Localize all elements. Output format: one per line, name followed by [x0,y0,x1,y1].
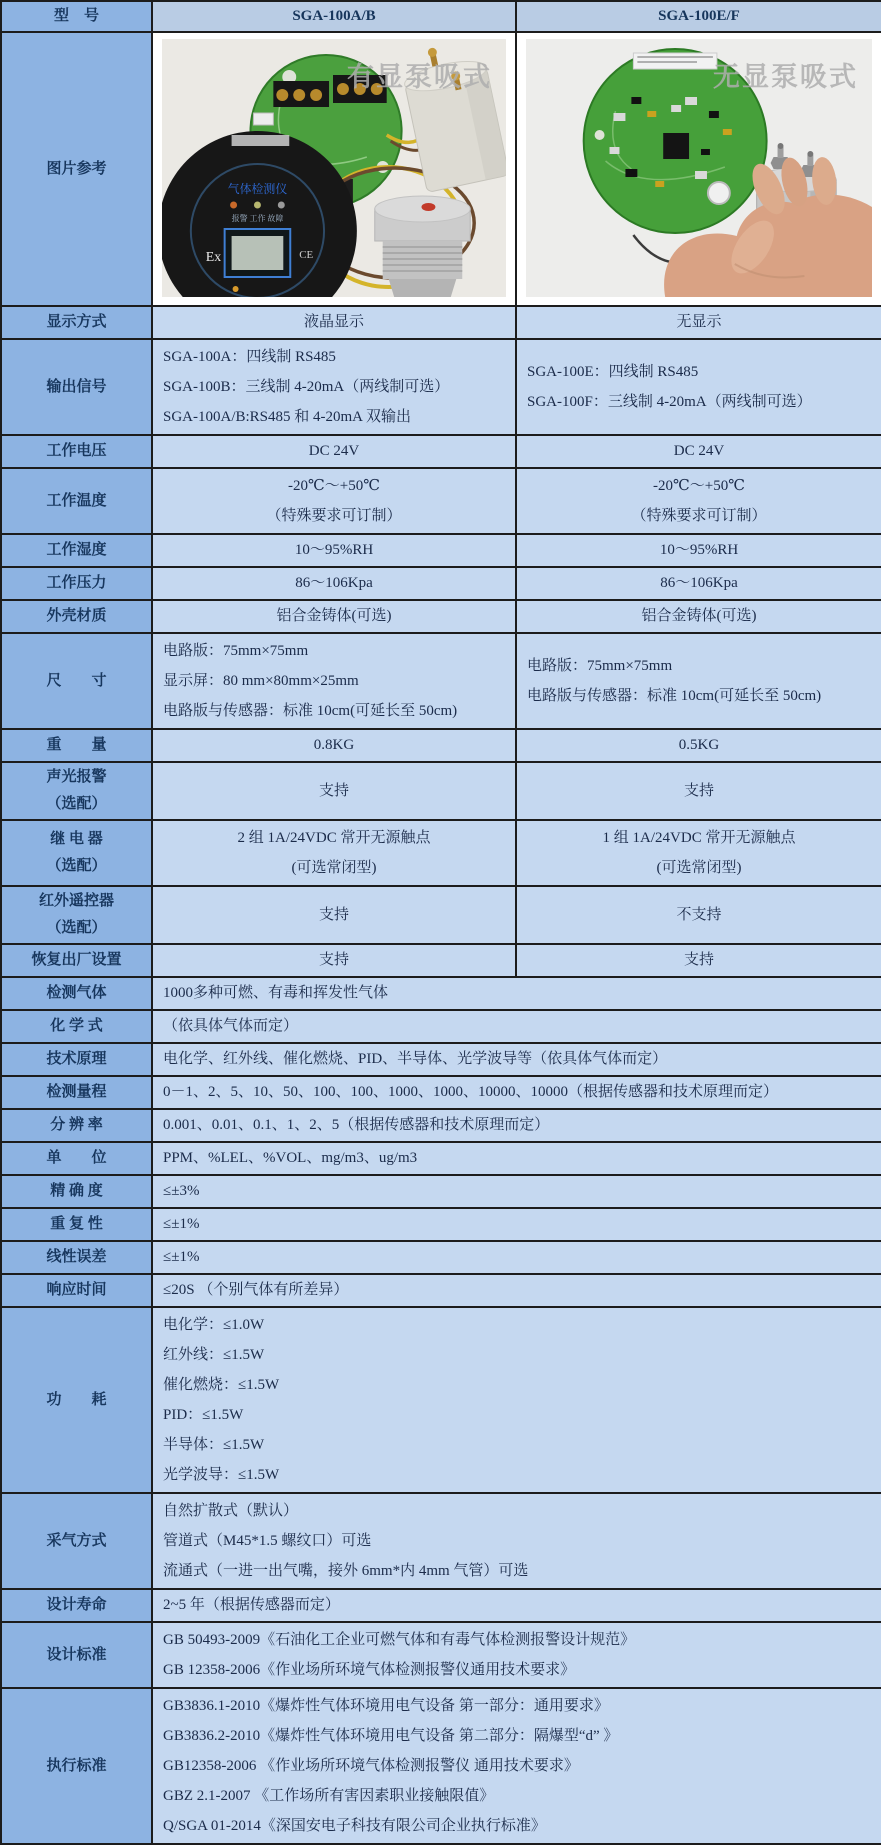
value-line: 0－1、2、5、10、50、100、100、1000、1000、10000、10000（根据传感器和技术原理而定） [163,1084,779,1100]
value-cell-working-voltage-right [516,435,881,468]
value-line: -20℃～+50℃ [652,478,745,494]
row-label-text: 继 电 器 [50,831,103,847]
spec-row-shell-material [1,600,881,633]
spec-row-chemical-formula [1,1010,881,1043]
value-line: DC 24V [308,443,360,459]
row-label-text: 工作压力 [46,575,107,591]
row-label-repeatability [1,1208,152,1241]
value-cell-repeatability [152,1208,881,1241]
value-line: 电化学、红外线、催化燃烧、PID、半导体、光学波导等（依具体气体而定） [163,1051,668,1067]
value-line: 2 组 1A/24VDC 常开无源触点 [237,830,431,846]
value-line: 自然扩散式（默认） [163,1503,299,1519]
value-cell-power-consumption [152,1307,881,1493]
value-cell-weight-right [516,729,881,762]
value-line: Q/SGA 01-2014《深国安电子科技有限公司企业执行标准》 [163,1818,546,1834]
row-label-response-time [1,1274,152,1307]
row-label-text: （选配） [46,858,107,874]
value-cell-design-standard [152,1622,881,1688]
value-line: 1 组 1A/24VDC 常开无源触点 [602,830,796,846]
spec-row-working-pressure [1,567,881,600]
value-line: 光学波导：≤1.5W [163,1467,280,1483]
value-line: 铝合金铸体(可选) [276,608,392,624]
row-label-text: 图片参考 [46,160,107,177]
row-label-detect-range [1,1076,152,1109]
spec-row-execution-standard [1,1688,881,1844]
value-cell-unit [152,1142,881,1175]
spec-row-accuracy [1,1175,881,1208]
value-line: GB3836.2-2010《爆炸性气体环境用电气设备 第二部分：隔爆型“d” 》 [163,1728,619,1744]
row-label-design-life [1,1589,152,1622]
value-line: 支持 [318,952,349,968]
row-label-display-mode [1,306,152,339]
value-cell-working-humidity-right [516,534,881,567]
row-label-linearity-error [1,1241,152,1274]
row-label-relay [1,820,152,886]
value-line: 催化燃烧：≤1.5W [163,1377,280,1393]
spec-row-design-life [1,1589,881,1622]
value-cell-relay-left [152,820,516,886]
product-photo-cell-right [516,32,881,306]
spec-row-linearity-error [1,1241,881,1274]
value-line: 流通式（一进一出气嘴，接外 6mm*内 4mm 气管）可选 [163,1563,529,1579]
spec-row-detect-gas [1,977,881,1010]
spec-row-repeatability [1,1208,881,1241]
row-label-design-standard [1,1622,152,1688]
value-cell-design-life [152,1589,881,1622]
row-label-text: 重 复 性 [50,1216,103,1232]
value-line: （特殊要求可订制） [631,508,767,524]
value-cell-working-pressure-left [152,567,516,600]
row-label-working-humidity [1,534,152,567]
product-photo-cell-left [152,32,516,306]
value-cell-relay-right [516,820,881,886]
value-cell-working-temperature-right [516,468,881,534]
value-cell-shell-material-left [152,600,516,633]
value-cell-execution-standard [152,1688,881,1844]
spec-row-display-mode [1,306,881,339]
value-line: 支持 [683,952,714,968]
value-line: 无显示 [676,314,722,330]
row-label-text: 设计标准 [46,1646,107,1663]
row-label-text: （选配） [46,920,107,936]
value-cell-linearity-error [152,1241,881,1274]
value-cell-output-signal-right [516,339,881,435]
value-cell-detect-range [152,1076,881,1109]
spec-row-output-signal [1,339,881,435]
value-cell-accuracy [152,1175,881,1208]
spec-row-factory-reset [1,944,881,977]
row-label-accuracy [1,1175,152,1208]
value-line: （依具体气体而定） [163,1018,299,1034]
value-line: ≤20S （个别气体有所差异） [163,1282,349,1298]
spec-row-detect-range [1,1076,881,1109]
value-cell-weight-left [152,729,516,762]
row-label-power-consumption [1,1307,152,1493]
row-label-text: 线性误差 [46,1249,107,1265]
value-cell-dimensions-left [152,633,516,729]
row-label-text: 工作湿度 [46,542,107,558]
spec-row-weight [1,729,881,762]
value-cell-working-voltage-left [152,435,516,468]
value-line: 铝合金铸体(可选) [641,608,757,624]
device-title-text: 气体检测仪 [227,181,288,197]
row-label-sound-light-alarm [1,762,152,820]
value-cell-detect-gas [152,977,881,1010]
value-line: 红外线：≤1.5W [163,1347,265,1363]
row-label-text: 化 学 式 [50,1018,103,1034]
row-label-text: 执行标准 [46,1757,107,1774]
value-cell-factory-reset-right [516,944,881,977]
row-label-resolution [1,1109,152,1142]
row-label-text: 检测量程 [46,1084,107,1100]
row-label-text: 工作电压 [46,443,107,459]
spec-row-sound-light-alarm [1,762,881,820]
row-label-working-voltage [1,435,152,468]
spec-row-design-standard [1,1622,881,1688]
spec-row-working-voltage [1,435,881,468]
value-line: ≤±3% [163,1183,200,1199]
value-line: 支持 [318,906,349,923]
row-label-detect-gas [1,977,152,1010]
value-line: 支持 [318,782,349,799]
value-line: 0.001、0.01、0.1、1、2、5（根据传感器和技术原理而定） [163,1117,550,1133]
value-line: GB3836.1-2010《爆炸性气体环境用电气设备 第一部分：通用要求》 [163,1698,609,1714]
value-cell-working-humidity-left [152,534,516,567]
value-line: -20℃～+50℃ [287,478,380,494]
value-line: 半导体：≤1.5W [163,1437,265,1453]
value-line: 0.5KG [678,737,720,753]
value-line: 支持 [683,782,714,799]
row-label-text: 单 位 [46,1150,107,1166]
led-labels-text: 报警 工作 故障 [231,213,284,224]
spec-row-resolution [1,1109,881,1142]
value-line: 显示屏：80 mm×80mm×25mm [163,673,359,689]
value-line: 电路版与传感器：标准 10cm(可延长至 50cm) [163,703,458,719]
row-label-text: 恢复出厂设置 [31,952,122,968]
value-line: GBZ 2.1-2007 《工作场所有害因素职业接触限值》 [163,1788,495,1804]
value-line: 10～95%RH [659,542,739,558]
value-cell-sound-light-alarm-right [516,762,881,820]
sga-100ab-product-photo [162,39,506,297]
value-cell-factory-reset-left [152,944,516,977]
image-row-label [1,32,152,306]
model-name-left: SGA-100A/B [152,1,516,32]
value-cell-shell-material-right [516,600,881,633]
row-label-text: 响应时间 [46,1282,107,1298]
header-row [1,1,881,32]
row-label-sampling-method [1,1493,152,1589]
value-cell-dimensions-right [516,633,881,729]
sga-100ef-product-photo [526,39,872,297]
row-label-text: 分 辨 率 [50,1117,103,1133]
value-line: 86～106Kpa [660,575,738,591]
value-line: GB 12358-2006《作业场所环境气体检测报警仪通用技术要求》 [163,1662,576,1678]
row-label-text: 检测气体 [46,985,107,1001]
row-label-execution-standard [1,1688,152,1844]
value-cell-sampling-method [152,1493,881,1589]
value-line: (可选常闭型) [656,860,742,876]
value-line: 电路版与传感器：标准 10cm(可延长至 50cm) [527,688,822,704]
value-line: ≤±1% [163,1249,200,1265]
spec-row-tech-principle [1,1043,881,1076]
spec-row-working-humidity [1,534,881,567]
row-label-dimensions [1,633,152,729]
value-line: SGA-100E：四线制 RS485 [527,364,699,380]
row-label-text: 显示方式 [46,314,107,330]
value-line: SGA-100F：三线制 4-20mA（两线制可选） [527,394,812,410]
model-header-label: 型 号 [1,1,152,32]
row-label-text: 尺 寸 [46,672,107,689]
row-label-text: 红外遥控器 [38,893,114,909]
row-label-unit [1,1142,152,1175]
image-row [1,32,881,306]
value-line: 液晶显示 [303,314,364,330]
row-label-text: 重 量 [46,737,107,753]
value-line: SGA-100B：三线制 4-20mA（两线制可选） [163,379,450,395]
value-line: 1000多种可燃、有毒和挥发性气体 [163,985,389,1001]
value-cell-working-temperature-left [152,468,516,534]
right-watermark-text: 无显泵吸式 [713,62,858,92]
value-line: PID：≤1.5W [163,1407,244,1423]
value-cell-working-pressure-right [516,567,881,600]
value-line: 86～106Kpa [295,575,373,591]
value-line: ≤±1% [163,1216,200,1232]
spec-row-response-time [1,1274,881,1307]
value-line: PPM、%LEL、%VOL、mg/m3、ug/m3 [163,1150,418,1166]
spec-row-sampling-method [1,1493,881,1589]
value-cell-chemical-formula [152,1010,881,1043]
spec-row-working-temperature [1,468,881,534]
row-label-text: 设计寿命 [46,1597,107,1613]
left-watermark-text: 有显泵吸式 [347,62,492,92]
row-label-weight [1,729,152,762]
value-cell-ir-remote-left [152,886,516,944]
value-line: 管道式（M45*1.5 螺纹口）可选 [163,1533,372,1549]
ex-mark-text: Ex [205,249,222,266]
spec-row-dimensions [1,633,881,729]
value-line: 电化学：≤1.0W [163,1317,265,1333]
value-cell-ir-remote-right [516,886,881,944]
row-label-text: 工作温度 [46,492,107,509]
value-line: GB12358-2006 《作业场所环境气体检测报警仪 通用技术要求》 [163,1758,579,1774]
row-label-text: 技术原理 [46,1051,107,1067]
value-cell-response-time [152,1274,881,1307]
row-label-text: 声光报警 [46,769,107,785]
value-cell-resolution [152,1109,881,1142]
value-cell-output-signal-left [152,339,516,435]
ce-mark-text: CE [299,248,314,262]
row-label-text: 采气方式 [46,1532,107,1549]
value-cell-display-mode-left [152,306,516,339]
value-line: (可选常闭型) [291,860,377,876]
row-label-text: 功 耗 [46,1391,107,1408]
row-label-factory-reset [1,944,152,977]
value-line: SGA-100A：四线制 RS485 [163,349,336,365]
spec-row-unit [1,1142,881,1175]
row-label-shell-material [1,600,152,633]
row-label-ir-remote [1,886,152,944]
value-line: （特殊要求可订制） [266,508,402,524]
row-label-tech-principle [1,1043,152,1076]
row-label-text: 精 确 度 [50,1183,103,1199]
row-label-output-signal [1,339,152,435]
value-line: 2~5 年（根据传感器而定） [163,1597,340,1613]
value-line: 10～95%RH [294,542,374,558]
value-line: DC 24V [673,443,725,459]
row-label-working-pressure [1,567,152,600]
row-label-chemical-formula [1,1010,152,1043]
model-name-right: SGA-100E/F [516,1,881,32]
value-line: GB 50493-2009《石油化工企业可燃气体和有毒气体检测报警设计规范》 [163,1632,636,1648]
value-line: SGA-100A/B:RS485 和 4-20mA 双输出 [163,409,411,425]
value-cell-sound-light-alarm-left [152,762,516,820]
row-label-text: 输出信号 [46,378,107,395]
value-line: 电路版：75mm×75mm [163,643,309,659]
row-label-working-temperature [1,468,152,534]
value-line: 不支持 [676,906,722,923]
spec-row-relay [1,820,881,886]
value-line: 0.8KG [313,737,355,753]
row-label-text: 外壳材质 [46,608,107,624]
value-cell-tech-principle [152,1043,881,1076]
value-cell-display-mode-right [516,306,881,339]
spec-row-power-consumption [1,1307,881,1493]
row-label-text: （选配） [46,796,107,812]
spec-row-ir-remote [1,886,881,944]
value-line: 电路版：75mm×75mm [527,658,673,674]
